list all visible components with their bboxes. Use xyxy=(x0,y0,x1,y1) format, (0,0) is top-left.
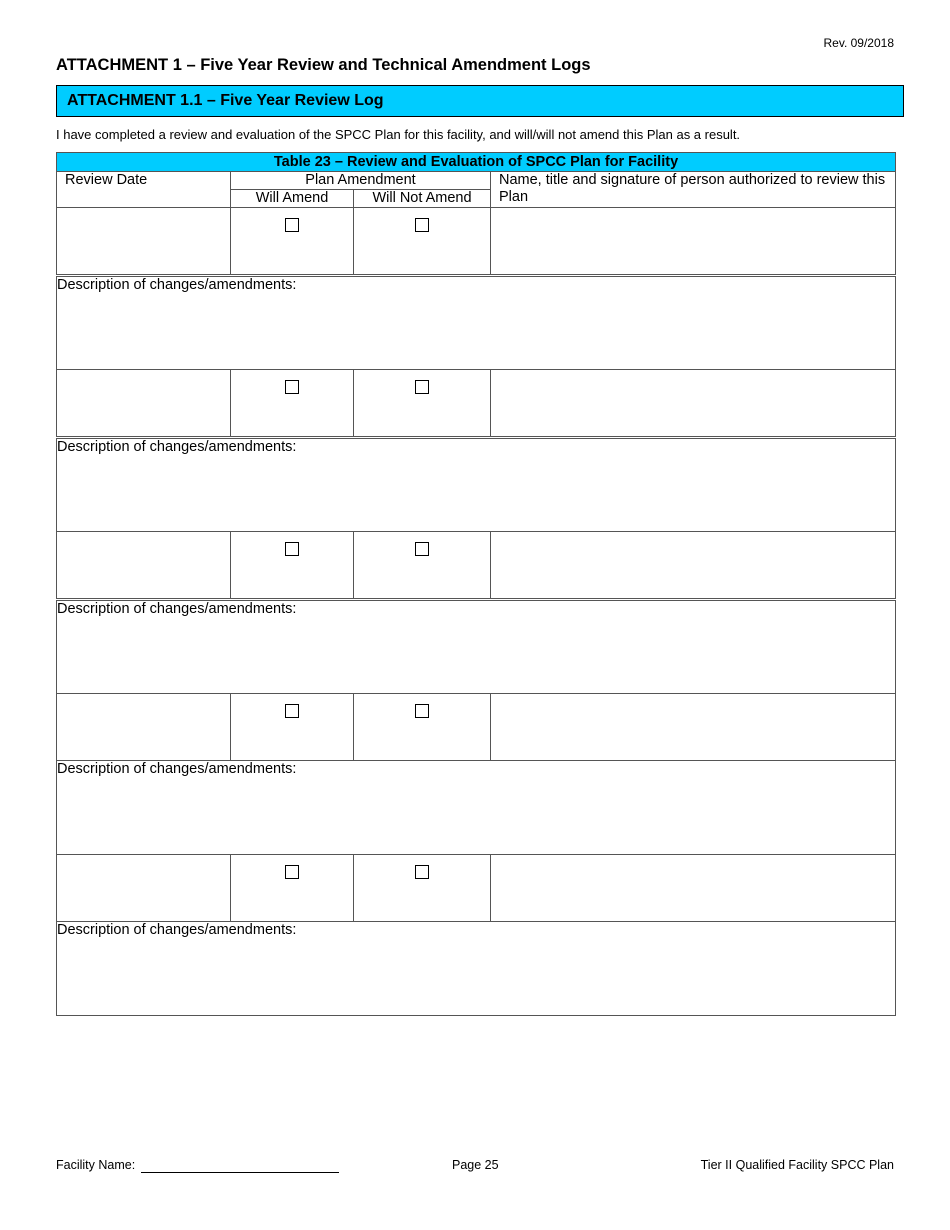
header-will-not-amend: Will Not Amend xyxy=(354,190,491,208)
will-amend-checkbox[interactable] xyxy=(285,704,299,718)
description-cell[interactable]: Description of changes/amendments: xyxy=(57,761,896,855)
table-row xyxy=(57,370,896,438)
description-cell[interactable]: Description of changes/amendments: xyxy=(57,922,896,1016)
table-row xyxy=(57,532,896,600)
section-title-bar: ATTACHMENT 1.1 – Five Year Review Log xyxy=(56,85,904,117)
review-date-cell[interactable] xyxy=(57,694,231,761)
description-cell[interactable]: Description of changes/amendments: xyxy=(57,276,896,370)
table-row xyxy=(57,855,896,922)
description-cell[interactable]: Description of changes/amendments: xyxy=(57,600,896,694)
revision-label: Rev. 09/2018 xyxy=(823,36,894,50)
header-plan-amendment: Plan Amendment xyxy=(231,172,491,190)
review-log-table xyxy=(56,152,896,1016)
will-not-amend-checkbox[interactable] xyxy=(415,865,429,879)
header-review-date: Review Date xyxy=(57,172,231,208)
will-amend-checkbox[interactable] xyxy=(285,218,299,232)
signature-cell[interactable] xyxy=(491,208,896,276)
table-row xyxy=(57,694,896,761)
description-row xyxy=(57,438,896,532)
signature-cell[interactable] xyxy=(491,370,896,438)
review-date-cell[interactable] xyxy=(57,370,231,438)
will-amend-checkbox[interactable] xyxy=(285,865,299,879)
signature-cell[interactable] xyxy=(491,694,896,761)
description-row xyxy=(57,600,896,694)
intro-statement: I have completed a review and evaluation of the SPCC Plan for this facility, and will/will not amend this Plan as a result. xyxy=(56,127,741,142)
description-cell[interactable]: Description of changes/amendments: xyxy=(57,438,896,532)
description-row xyxy=(57,922,896,1016)
header-will-amend: Will Amend xyxy=(231,190,354,208)
table-caption: Table 23 – Review and Evaluation of SPCC Plan for Facility xyxy=(57,153,896,172)
facility-name-label: Facility Name: xyxy=(56,1158,136,1172)
signature-cell[interactable] xyxy=(491,855,896,922)
plan-name: Tier II Qualified Facility SPCC Plan xyxy=(700,1158,894,1172)
description-row xyxy=(57,761,896,855)
review-date-cell[interactable] xyxy=(57,855,231,922)
will-not-amend-checkbox[interactable] xyxy=(415,542,429,556)
will-amend-checkbox[interactable] xyxy=(285,542,299,556)
review-date-cell[interactable] xyxy=(57,208,231,276)
description-row xyxy=(57,276,896,370)
will-amend-checkbox[interactable] xyxy=(285,380,299,394)
table-row xyxy=(57,208,896,276)
facility-name-field[interactable] xyxy=(141,1172,339,1173)
will-not-amend-checkbox[interactable] xyxy=(415,380,429,394)
page-number: Page 25 xyxy=(452,1158,499,1172)
page-title: ATTACHMENT 1 – Five Year Review and Technical Amendment Logs xyxy=(56,56,591,74)
signature-cell[interactable] xyxy=(491,532,896,600)
review-date-cell[interactable] xyxy=(57,532,231,600)
will-not-amend-checkbox[interactable] xyxy=(415,218,429,232)
will-not-amend-checkbox[interactable] xyxy=(415,704,429,718)
header-name-title-signature: Name, title and signature of person authorized to review this Plan xyxy=(491,172,896,208)
